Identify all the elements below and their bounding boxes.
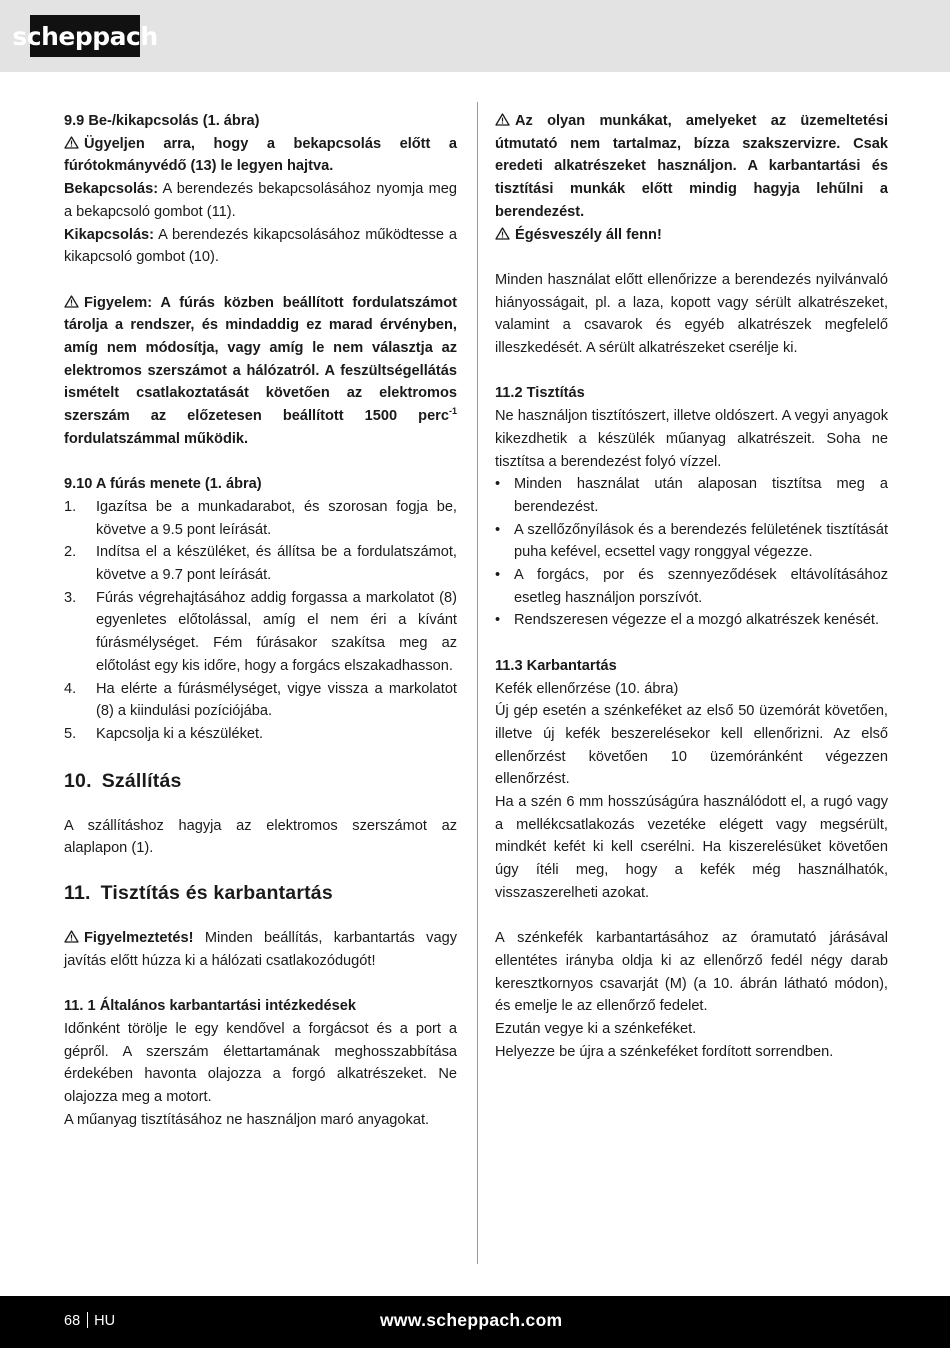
- brush-check-paragraph: Új gép esetén a szénkeféket az első 50 üzemórát követően, illetve új kefék beszerelésekor kell ellenőrizni. Az első ellenőrzést követően 10 üzemóránként végezzen ellenőrzést.: [495, 703, 888, 788]
- page-header: [0, 0, 950, 72]
- left-column: [64, 110, 457, 1131]
- service-warning-paragraph: Az olyan munkákat, amelyeket az üzemeltetési útmutató nem tartalmaz, bízza szakszervizre. Csak eredeti alkatrészeket használjon. A karbantartási és tisztítási munkák előtt mindig hagyja lehűlni a berendezést.: [495, 113, 888, 220]
- list-item: 3. Fúrás végrehajtásához addig forgassa a markolatot (8) egyenletes előtolással, amíg el nem éri a kívánt fúrásmélységet. Fém fúrásakor szakítsa meg az előtolást egy kis időre, hogy a forgács elszakadhasson.: [64, 589, 457, 674]
- transport-paragraph: A szállításhoz hagyja az elektromos szerszámot az alaplapon (1).: [64, 817, 457, 857]
- list-item: 1. Igazítsa be a munkadarabot, és szorosan fogja be, követve a 9.5 pont leírását.: [64, 498, 457, 538]
- burn-warning: Égésveszély áll fenn!: [495, 224, 888, 247]
- maintenance-warning-paragraph: Figyelmeztetés! Minden beállítás, karbantartás vagy javítás előtt húzza ki a hálózati csatlakozódugót!: [64, 930, 457, 969]
- section-11-heading: 11. Tisztítás és karbantartás: [64, 882, 333, 905]
- general-maintenance-paragraph: Időnként törölje le egy kendővel a forgácsot és a port a gépről. A szerszám élettartamának meghosszabbítása érdekében havonta olajozza a forgó alkatrészeket. Ne olajozza meg a motort.: [64, 1020, 457, 1105]
- attention-paragraph: Figyelem: A fúrás közben beállított fordulatszámot tárolja a rendszer, és mindaddig ez marad érvényben, amíg nem módosítja, vagy amíg le nem választja az elektromos szerszámot a hálózatról. A feszültségellátás ismételt csatlakoztatását követően az elektromos szerszám az előzetesen beállított 1500 perc$^{-1}$ fordulatszámmal működik.: [64, 294, 457, 447]
- drilling-steps-list: [64, 496, 457, 746]
- page-number: 68 HU: [64, 1313, 116, 1329]
- warning-triangle-icon: [495, 227, 510, 240]
- warning-triangle-icon: [64, 136, 79, 149]
- section-9-10-title: 9.10 A fúrás menete (1. ábra): [64, 476, 262, 493]
- cleaning-paragraph: Ne használjon tisztítószert, illetve oldószert. A vegyi anyagok kikezdhetik a készülék műanyag alkatrészeit. Soha ne tisztítsa a berendezést folyó vízzel.: [495, 408, 888, 470]
- switch-off-paragraph: Kikapcsolás: A berendezés kikapcsolásához működtesse a kikapcsoló gombot (10).: [64, 226, 457, 266]
- switch-on-paragraph: Bekapcsolás: A berendezés bekapcsolásához nyomja meg a bekapcsoló gombot (11).: [64, 181, 457, 220]
- section-9-9-title: 9.9 Be-/kikapcsolás (1. ábra): [64, 113, 260, 129]
- plastic-cleaning-paragraph: A műanyag tisztításához ne használjon maró anyagokat.: [64, 1111, 430, 1128]
- page-footer: [0, 1296, 950, 1348]
- warning-triangle-icon: [495, 113, 510, 126]
- section-11-2-title: 11.2 Tisztítás: [495, 385, 585, 402]
- list-item: 4. Ha elérte a fúrásmélységet, vigye vissza a markolatot (8) a kiindulási pozíciójába.: [64, 680, 457, 720]
- warning-triangle-icon: [64, 930, 79, 943]
- brush-remove-paragraph: Ezután vegye ki a szénkeféket.: [495, 1021, 697, 1038]
- list-item: 2. Indítsa el a készüléket, és állítsa be a fordulatszámot, követve a 9.7 pont leírását.: [64, 544, 457, 584]
- warning-triangle-icon: [64, 295, 79, 308]
- column-divider: [477, 102, 478, 1264]
- cleaning-list: [495, 473, 888, 632]
- list-item: • Rendszeresen végezze el a mozgó alkatrészek kenését.: [495, 612, 880, 629]
- section-11-3-title: 11.3 Karbantartás: [495, 657, 617, 674]
- inspection-paragraph: Minden használat előtt ellenőrizze a berendezés nyilvánvaló hiányosságait, pl. a laza, kopott vagy sérült alkatrészeket, valamint a csavarok és egyéb alkatrészek megfelelő illeszkedését. A sérült alkatrészeket cserélje ki.: [495, 271, 888, 357]
- section-9-9-warning: Ügyeljen arra, hogy a bekapcsolás előtt a fúrótokmányvédő (13) le legyen hajtva.: [64, 135, 457, 175]
- brush-maintenance-paragraph: A szénkefék karbantartásához az óramutató járásával ellentétes irányba oldja ki az ellenőrző fedél négy darab keresztkornyos csavarját (M) (a 10. ábrán látható módon), és emelje le az ellenőrző fedelet.: [495, 930, 888, 1015]
- section-11-1-title: 11. 1 Általános karbantartási intézkedések: [64, 998, 357, 1015]
- list-item: 5. Kapcsolja ki a készüléket.: [64, 725, 264, 742]
- list-item: • A szellőzőnyílások és a berendezés felületének tisztítását puha kefével, ecsettel vagy ronggyal végezze.: [495, 521, 888, 561]
- section-10-heading: 10. Szállítás: [64, 769, 182, 792]
- brush-check-subtitle: Kefék ellenőrzése (10. ábra): [495, 680, 679, 697]
- website-url: www.scheppach.com: [380, 1310, 563, 1330]
- brush-reinsert-paragraph: Helyezze be újra a szénkeféket fordított sorrendben.: [495, 1043, 834, 1060]
- brush-replace-paragraph: Ha a szén 6 mm hosszúságúra használódott el, a rugó vagy a mellékcsatlakozás vezetéke elégett vagy megsérült, mindkét kefét ki kell cserélni. Ha kiszerelésüket követően úgy ítéli meg, hogy a kefék még használhatók, visszaszerelheti azokat.: [495, 794, 888, 901]
- list-item: • Minden használat után alaposan tisztítsa meg a berendezést.: [495, 476, 888, 515]
- right-column: [495, 110, 888, 1063]
- list-item: • A forgács, por és szennyeződések eltávolításához esetleg használjon porszívót.: [495, 567, 888, 606]
- scheppach-logo: scheppach: [30, 15, 140, 57]
